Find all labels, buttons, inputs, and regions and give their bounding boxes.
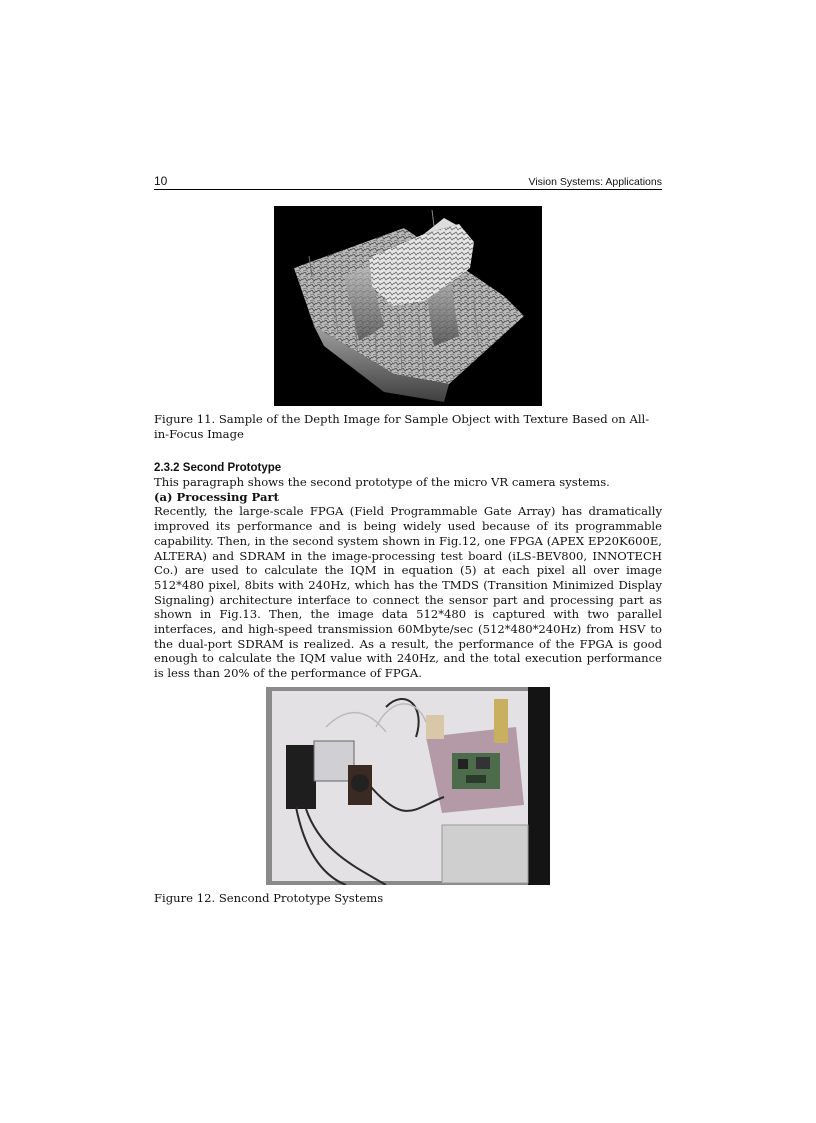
prototype-photo-figure bbox=[266, 687, 550, 885]
book-title: Vision Systems: Applications bbox=[528, 176, 662, 188]
figure-11-caption: Figure 11. Sample of the Depth Image for Sample Object with Texture Based on All-in-Focus Image bbox=[154, 412, 650, 441]
figure-12-caption: Figure 12. Sencond Prototype Systems bbox=[154, 890, 384, 905]
depth-image-figure bbox=[274, 206, 542, 406]
body-paragraph: Recently, the large-scale FPGA (Field Programmable Gate Array) has dramatically improved its performance and is being widely used because of its programmable capability. Then, in the second system shown in Fig.12, one FPGA (APEX EP20K600E, ALTERA) and SDRAM in the image-processing test board (iLS-BEV800, INNOTECH Co.) are used to calculate the IQM in equation (5) at each pixel all over image 512*480 pixel, 8bits with 240Hz, which has the TMDS (Transition Minimized Display Signaling) architecture interface to connect the sensor part and processing part as shown in Fig.13. Then, the image data 512*480 is captured with two parallel interfaces, and high-speed transmission 60Mbyte/sec (512*480*240Hz) from HSV to the dual-port SDRAM is realized. As a result, the performance of the FPGA is good enough to calculate the IQM value with 240Hz, and the total execution performance is less than 20% of the performance of FPGA. bbox=[154, 504, 662, 681]
section-heading: 2.3.2 Second Prototype bbox=[154, 462, 282, 474]
section-intro: This paragraph shows the second prototype of the micro VR camera systems. bbox=[154, 475, 610, 489]
page-number: 10 bbox=[154, 174, 168, 188]
running-header bbox=[154, 172, 662, 190]
subsection-heading: (a) Processing Part bbox=[154, 489, 279, 504]
page bbox=[154, 172, 662, 906]
